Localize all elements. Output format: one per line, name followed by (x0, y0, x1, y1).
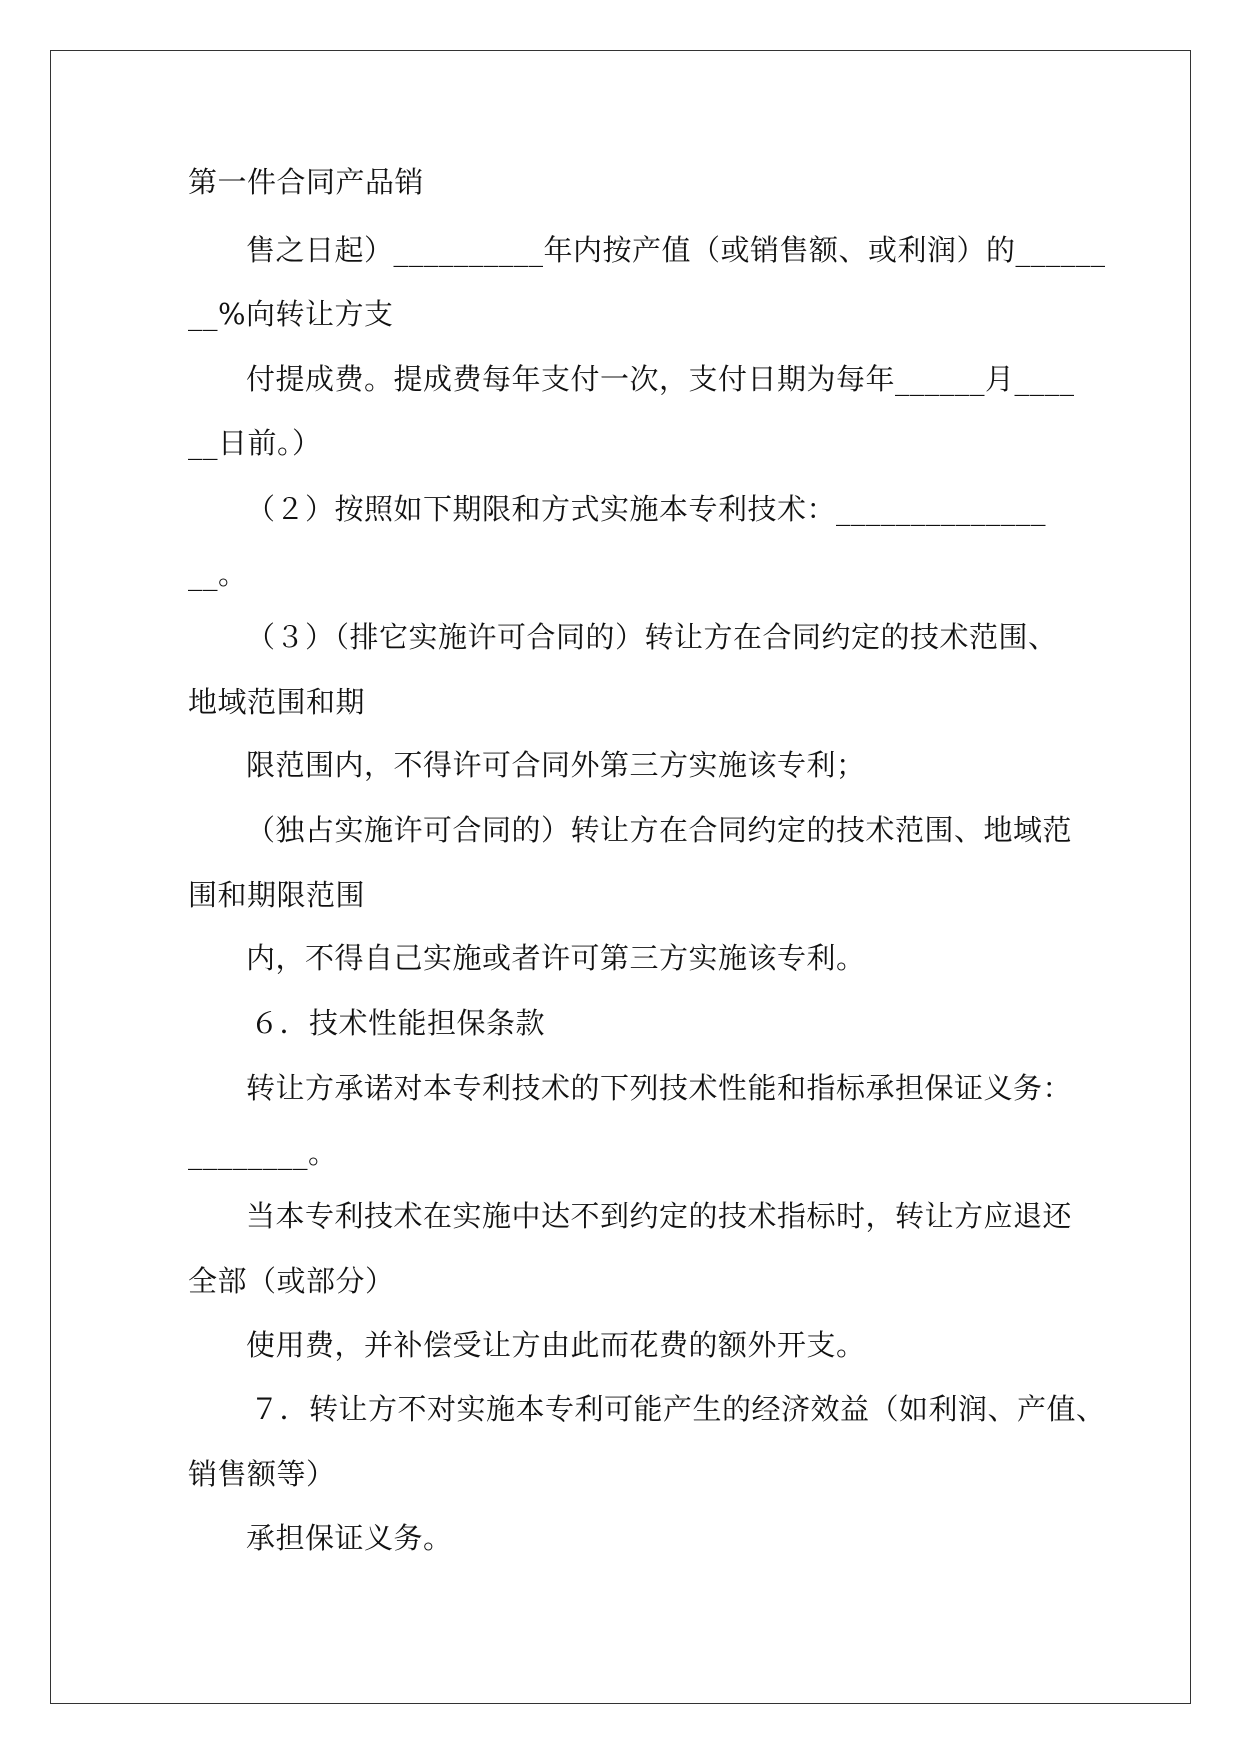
text-line-14: ６．技术性能担保条款 (250, 1006, 546, 1040)
text-line-2: 售之日起）__________年内按产值（或销售额、或利润）的______ (246, 233, 1106, 267)
text-line-1: 第一件合同产品销 (188, 165, 425, 199)
text-line-8: （３）（排它实施许可合同的）转让方在合同约定的技术范围、 (246, 620, 1058, 654)
text-line-3: __%向转让方支 (188, 297, 394, 331)
text-line-17: 当本专利技术在实施中达不到约定的技术指标时，转让方应退还 (246, 1199, 1073, 1233)
text-line-9: 地域范围和期 (188, 685, 366, 719)
text-line-6: （２）按照如下期限和方式实施本专利技术：______________ (246, 492, 1047, 526)
text-line-5: __日前。） (188, 426, 322, 460)
text-line-19: 使用费，并补偿受让方由此而花费的额外开支。 (246, 1328, 866, 1362)
text-line-15: 转让方承诺对本专利技术的下列技术性能和指标承担保证义务： (246, 1071, 1073, 1105)
text-line-11: （独占实施许可合同的）转让方在合同约定的技术范围、地域范 (246, 813, 1073, 847)
text-line-12: 围和期限范围 (188, 878, 366, 912)
text-line-10: 限范围内，不得许可合同外第三方实施该专利； (246, 748, 866, 782)
text-line-22: 承担保证义务。 (246, 1521, 453, 1555)
text-line-16: ________。 (188, 1136, 338, 1170)
text-line-7: __。 (188, 557, 248, 591)
text-line-4: 付提成费。提成费每年支付一次，支付日期为每年______月____ (246, 362, 1075, 396)
text-line-21: 销售额等） (188, 1457, 336, 1491)
text-line-18: 全部（或部分） (188, 1264, 395, 1298)
text-line-20: ７．转让方不对实施本专利可能产生的经济效益（如利润、产值、 (250, 1392, 1106, 1426)
text-line-13: 内，不得自己实施或者许可第三方实施该专利。 (246, 941, 866, 975)
